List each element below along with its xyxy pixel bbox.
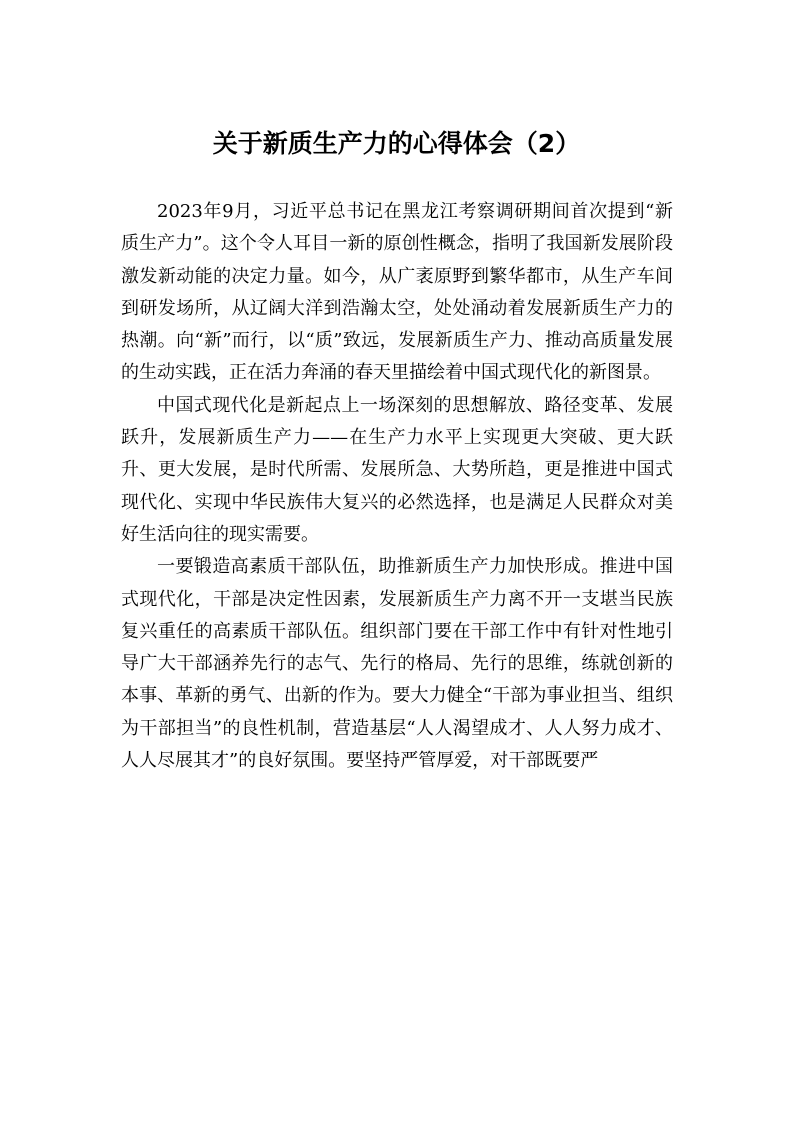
document-title: 关于新质生产力的心得体会（2） — [212, 129, 581, 158]
paragraph-2: 中国式现代化是新起点上一场深刻的思想解放、路径变革、发展跃升，发展新质生产力——在生产力水平上实现更大突破、更大跃升、更大发展，是时代所需、发展所急、大势所趋，更是推进中国式现代化、实现中华民族伟大复兴的必然选择，也是满足人民群众对美好生活向往的现实需要。 — [121, 394, 673, 545]
paragraph-3: 一要锻造高素质干部队伍，助推新质生产力加快形成。推进中国式现代化，干部是决定性因素，发展新质生产力离不开一支堪当民族复兴重任的高素质干部队伍。组织部门要在干部工作中有针对性地引导广大干部涵养先行的志气、先行的格局、先行的思维，练就创新的本事、革新的勇气、出新的作为。要大力健全“干部为事业担当、组织为干部担当”的良性机制，营造基层“人人渴望成才、人人努力成才、人人尽展其才”的良好氛围。要坚持严管厚爱，对干部既要严 — [121, 556, 673, 772]
document-body — [121, 196, 673, 777]
paragraph-1: 2023年9月，习近平总书记在黑龙江考察调研期间首次提到“新质生产力”。这个令人耳目一新的原创性概念，指明了我国新发展阶段激发新动能的决定力量。如今，从广袤原野到繁华都市，从生产车间到研发场所，从辽阔大洋到浩瀚太空，处处涌动着发展新质生产力的热潮。向“新”而行，以“质”致远，发展新质生产力、推动高质量发展的生动实践，正在活力奔涌的春天里描绘着中国式现代化的新图景。 — [121, 201, 673, 384]
